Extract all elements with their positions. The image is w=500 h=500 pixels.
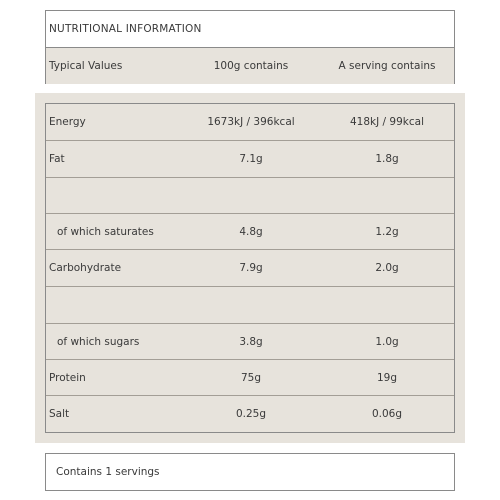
row-label: of which sugars: [57, 335, 140, 348]
table-row-empty: [46, 178, 454, 214]
header-title-row: [46, 11, 454, 48]
table-row: Protein 75g 19g: [46, 360, 454, 396]
page-title: NUTRITIONAL INFORMATION: [49, 23, 202, 35]
row-label: Fat: [49, 153, 65, 165]
table-row: Fat 7.1g 1.8g: [46, 141, 454, 178]
row-label: Salt: [49, 408, 70, 420]
table-row: Carbohydrate 7.9g 2.0g: [46, 250, 454, 287]
nutrition-table: [45, 103, 455, 433]
row-label: Energy: [49, 116, 86, 128]
table-row: Salt 0.25g 0.06g: [49, 408, 403, 420]
table-row-empty: [46, 287, 454, 324]
col-header-typical-values: Typical Values: [49, 60, 123, 72]
servings-text: Contains 1 servings: [56, 466, 160, 478]
row-label: Carbohydrate: [49, 262, 122, 274]
servings-footer: [45, 453, 455, 491]
nutrition-header: [45, 10, 455, 84]
row-label: of which saturates: [57, 225, 154, 238]
row-label: Protein: [49, 371, 86, 384]
table-row: of which saturates 4.8g 1.2g: [46, 214, 454, 250]
table-row: of which sugars 3.8g 1.0g: [46, 324, 454, 360]
column-header-row: Typical Values 100g contains A serving contains: [46, 48, 454, 84]
nutrition-table-panel: [35, 93, 465, 443]
table-row: Energy 1673kJ / 396kcal 418kJ / 99kcal: [46, 104, 454, 141]
